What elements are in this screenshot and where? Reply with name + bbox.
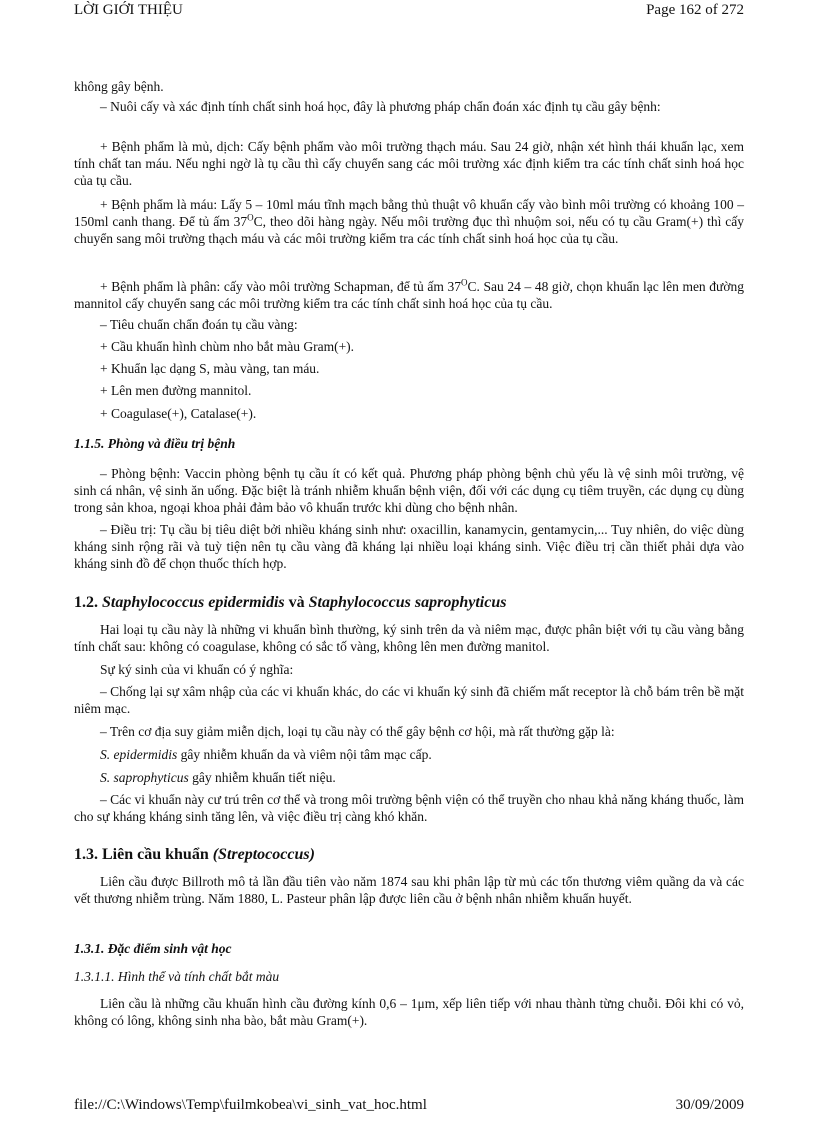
paragraph: – Các vi khuẩn này cư trú trên cơ thể và trong môi trường bệnh viện có thể truyền cho nhau khả năng kháng thuốc, làm cho sự kháng kháng sinh tăng lên, và việc điều trị càng khó khăn.	[74, 792, 744, 824]
paragraph: + Bệnh phẩm là máu: Lấy 5 – 10ml máu tĩnh mạch bằng thủ thuật vô khuẩn cấy vào bình môi trường có khoảng 100 – 150ml canh thang. Để tủ ấm $37^OC$, theo dõi hàng ngày. Nếu môi trường đục thì nhuộm soi, nếu có tụ cầu Gram(+) thì cấy chuyển sang môi trường thạch máu và các môi trường kiểm tra các tính chất sinh hoá học của tụ cầu.	[74, 197, 744, 246]
footer-file-path: file://C:\Windows\Temp\fuilmkobea\vi_sinh_vat_hoc.html	[74, 1097, 427, 1113]
page-number: Page 162 of 272	[646, 2, 744, 18]
footer-date: 30/09/2009	[675, 1097, 744, 1113]
section-heading: 1.2. Staphylococcus epidermidis và Staphylococcus saprophyticus	[74, 594, 507, 611]
page-header-title: LỜI GIỚI THIỆU	[74, 2, 183, 18]
list-item: + Cầu khuẩn hình chùm nho bắt màu Gram(+).	[100, 339, 355, 354]
paragraph: – Tiêu chuẩn chẩn đoán tụ cầu vàng:	[100, 317, 298, 332]
paragraph: – Điều trị: Tụ cầu bị tiêu diệt bởi nhiều kháng sinh như: oxacillin, kanamycin, gentamycin,... Tuy nhiên, do việc dùng kháng sinh rộng rãi và tuỳ tiện nên tụ cầu vàng đã kháng lại nhiều loại kháng sinh. Việc điều trị cần thiết phải dựa vào kháng sinh đồ để chọn thuốc thích hợp.	[74, 522, 744, 571]
paragraph: Liên cầu là những cầu khuẩn hình cầu đường kính 0,6 – 1μm, xếp liên tiếp với nhau thành từng chuỗi. Đôi khi có vỏ, không có lông, không sinh nha bào, bắt màu Gram(+).	[74, 996, 744, 1028]
paragraph: Liên cầu được Billroth mô tả lần đầu tiên vào năm 1874 sau khi phân lập từ mủ các tổn thương viêm quầng da và các vết thương nhiễm trùng. Năm 1880, L. Pasteur phân lập được liên cầu ở bệnh nhân nhiễm khuẩn huyết.	[74, 874, 744, 906]
paragraph: – Phòng bệnh: Vaccin phòng bệnh tụ cầu ít có kết quả. Phương pháp phòng bệnh chủ yếu là vệ sinh môi trường, vệ sinh cá nhân, vệ sinh ăn uống. Đặc biệt là tránh nhiễm khuẩn bệnh viện, đối với các dụng cụ tiêm truyền, các dụng cụ dùng trong sản khoa, ngoại khoa phải đảm bảo vô khuẩn trước khi dùng cho bệnh nhân.	[74, 466, 744, 515]
paragraph: – Nuôi cấy và xác định tính chất sinh hoá học, đây là phương pháp chẩn đoán xác định tụ cầu gây bệnh:	[100, 99, 661, 114]
paragraph: Hai loại tụ cầu này là những vi khuẩn bình thường, ký sinh trên da và niêm mạc, được phân biệt với tụ cầu vàng bằng tính chất sau: không có coagulase, không có sắc tố vàng, không lên men đường manitol.	[74, 622, 744, 654]
list-item: + Coagulase(+), Catalase(+).	[100, 406, 257, 421]
paragraph: không gây bệnh.	[74, 79, 164, 94]
section-heading: 1.1.5. Phòng và điều trị bệnh	[74, 436, 236, 451]
paragraph: S. epidermidis gây nhiễm khuẩn da và viêm nội tâm mạc cấp.	[100, 747, 432, 762]
section-heading: 1.3.1. Đặc điểm sinh vật học	[74, 941, 232, 956]
paragraph: + Bệnh phẩm là mủ, dịch: Cấy bệnh phẩm vào môi trường thạch máu. Sau 24 giờ, nhận xét hình thái khuẩn lạc, xem tính chất tan máu. Nếu nghi ngờ là tụ cầu thì cấy chuyển sang các môi trường xác định kiểm tra các tính chất sinh hoá học của tụ cầu.	[74, 139, 744, 188]
paragraph: – Chống lại sự xâm nhập của các vi khuẩn khác, do các vi khuẩn ký sinh đã chiếm mất receptor là chỗ bám trên bề mặt niêm mạc.	[74, 684, 744, 716]
section-heading: 1.3. Liên cầu khuẩn (Streptococcus)	[74, 846, 315, 863]
subsection-heading: 1.3.1.1. Hình thể và tính chất bắt màu	[74, 969, 280, 984]
paragraph: + Bệnh phẩm là phân: cấy vào môi trường Schapman, để tủ ấm $37^OC$. Sau 24 – 48 giờ, chọn khuẩn lạc lên men đường mannitol cấy chuyển sang các môi trường kiểm tra các tính chất sinh hoá học của tụ cầu.	[74, 277, 744, 311]
list-item: + Khuẩn lạc dạng S, màu vàng, tan máu.	[100, 361, 320, 376]
paragraph: – Trên cơ địa suy giảm miễn dịch, loại tụ cầu này có thể gây bệnh cơ hội, mà rất thường gặp là:	[100, 724, 615, 739]
paragraph: S. saprophyticus gây nhiễm khuẩn tiết niệu.	[100, 770, 336, 785]
paragraph: Sự ký sinh của vi khuẩn có ý nghĩa:	[100, 662, 294, 677]
list-item: + Lên men đường mannitol.	[100, 383, 252, 398]
